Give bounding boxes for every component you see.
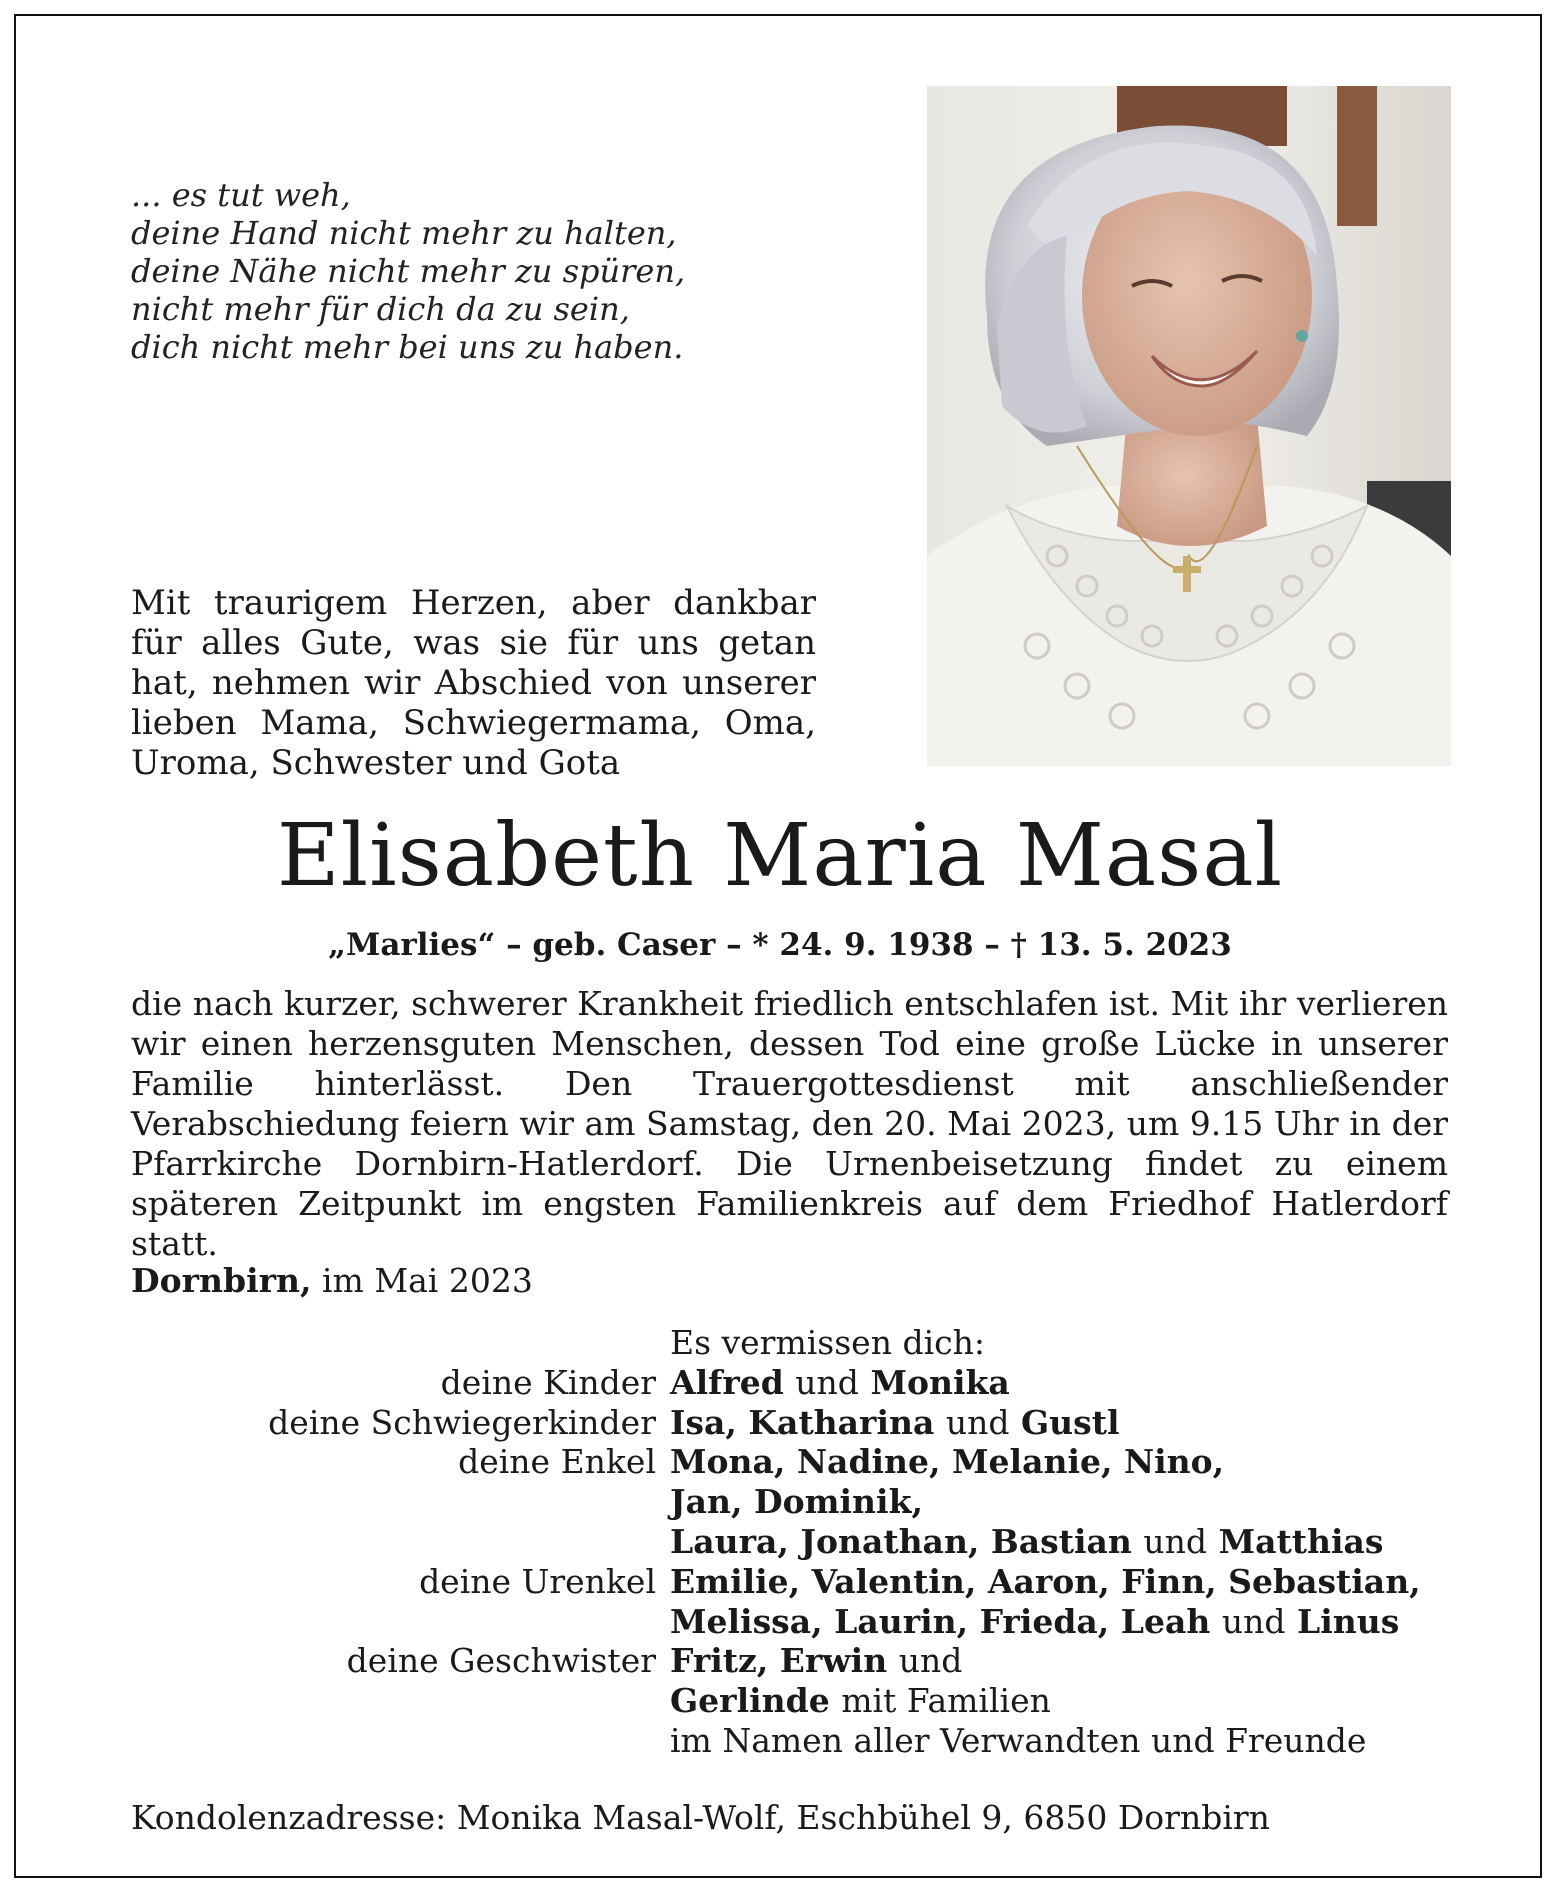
portrait-photo [927, 86, 1451, 766]
poem-line: deine Hand nicht mehr zu halten, [131, 214, 677, 252]
mourners-list [131, 1323, 1461, 1761]
poem [131, 176, 691, 366]
mourner-row [131, 1562, 1461, 1602]
closing-line: im Namen aller Verwandten und Freunde [670, 1720, 1367, 1760]
nickname-and-dates: „Marlies“ – geb. Caser – * 24. 9. 1938 – † 13. 5. 2023 [328, 927, 1232, 963]
obituary-notice [14, 14, 1542, 1878]
mourner-names: Jan, Dominik, [670, 1482, 923, 1522]
mourner-names: Isa, Katharina [670, 1402, 935, 1442]
mourner-names: Gustl [1021, 1402, 1120, 1442]
relation-label: deine Schwiegerkinder [268, 1402, 656, 1442]
place-date: im Mai 2023 [322, 1261, 533, 1300]
mourner-row [131, 1442, 1461, 1482]
mourner-row [131, 1363, 1461, 1403]
intro-text: Mit traurigem Herzen, aber dankbar für alles Gute, was sie für uns getan hat, nehmen wir Abschied von unserer lieben Mama, Schwiegermama, Oma, Uroma, Schwester und Gota [131, 583, 816, 783]
mourner-names: Mona, Nadine, Melanie, Nino, [670, 1442, 1225, 1482]
mourner-names: Laura, Jonathan, Bastian [670, 1521, 1132, 1561]
conjunction: und [1143, 1521, 1208, 1561]
mourner-names: Gerlinde [670, 1681, 830, 1721]
relation-label: deine Enkel [458, 1442, 656, 1482]
conjunction: und [1221, 1601, 1286, 1641]
mourners-heading: Es vermissen dich: [670, 1323, 985, 1362]
mourner-names: Alfred [670, 1362, 784, 1402]
portrait-illustration [927, 86, 1451, 766]
conjunction: und [945, 1402, 1010, 1442]
relation-label: deine Kinder [440, 1362, 656, 1402]
mourner-row [131, 1641, 1461, 1681]
conjunction: und [795, 1362, 859, 1402]
mourner-suffix: mit Familien [841, 1681, 1051, 1721]
mourner-names: Melissa, Laurin, Frieda, Leah [670, 1601, 1211, 1641]
poem-line: nicht mehr für dich da zu sein, [131, 290, 630, 328]
mourner-row [131, 1721, 1461, 1761]
mourner-row [131, 1681, 1461, 1721]
mourner-row [131, 1403, 1461, 1443]
mourner-names: Linus [1297, 1601, 1400, 1641]
announcement-text: die nach kurzer, schwerer Krankheit friedlich entschlafen ist. Mit ihr verlieren wir einen herzensguten Menschen, dessen Tod eine große Lücke in unserer Familie hinterlässt. Den Trauergottesdienst mit anschließender Verabschiedung feiern wir am Samstag, den 20. Mai 2023, um 9.15 Uhr in der Pfarrkirche Dornbirn-Hatlerdorf. Die Urnenbeisetzung findet zu einem späteren Zeitpunkt im engsten Familienkreis auf dem Friedhof Hatlerdorf statt. [131, 984, 1448, 1263]
mourners-heading-row [131, 1323, 1461, 1363]
place-city: Dornbirn, [131, 1261, 312, 1300]
poem-line: ... es tut weh, [131, 176, 351, 214]
deceased-name: Elisabeth Maria Masal [276, 806, 1284, 906]
mourner-names: Monika [870, 1362, 1010, 1402]
mourner-names: Emilie, Valentin, Aaron, Finn, Sebastian, [670, 1561, 1421, 1601]
poem-line: dich nicht mehr bei uns zu haben. [131, 328, 684, 366]
conjunction: und [898, 1641, 963, 1681]
mourner-names: Fritz, Erwin [670, 1641, 888, 1681]
mourner-row [131, 1522, 1461, 1562]
mourner-row [131, 1602, 1461, 1642]
condolence-address: Kondolenzadresse: Monika Masal-Wolf, Eschbühel 9, 6850 Dornbirn [131, 1798, 1270, 1837]
mourner-names: Matthias [1218, 1521, 1384, 1561]
mourner-row [131, 1482, 1461, 1522]
place-and-date [131, 1261, 533, 1301]
relation-label: deine Geschwister [346, 1641, 656, 1681]
poem-line: deine Nähe nicht mehr zu spüren, [131, 252, 686, 290]
relation-label: deine Urenkel [419, 1561, 656, 1601]
